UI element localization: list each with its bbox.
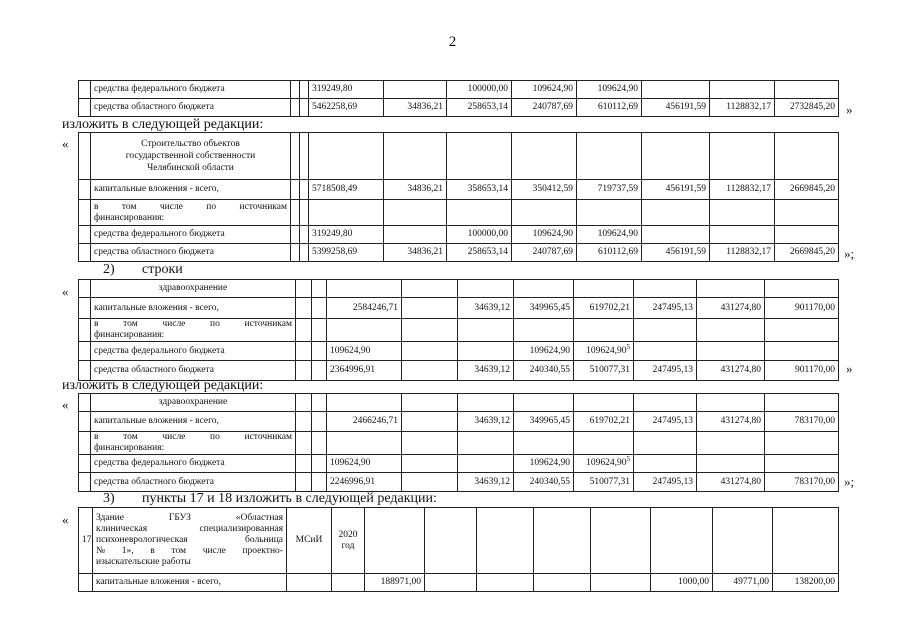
object-name: Здание ГБУЗ «Областная клиническая специализированная психоневрологическая больница № 1», в том числе проектно- изыскательские работы <box>93 508 287 574</box>
table-row: средства областного бюджета 2246996,91 34639,12 240340,55 510077,31 247495,13 431274,80 783170,00 <box>79 473 839 492</box>
open-quote-5: « <box>62 512 69 527</box>
table-row: средства федерального бюджета 109624,90 109624,90 109624,90$^5$ <box>79 342 839 361</box>
table-row: средства областного бюджета 5462258,69 34836,21 258653,14 240787,69 610112,69 456191,59 1128832,17 2732845,20 <box>79 99 839 117</box>
section-header: здравоохранение <box>91 394 296 412</box>
responsible-body: МСиИ <box>287 508 332 574</box>
table-row <box>79 280 839 298</box>
table-row <box>79 432 839 455</box>
table-block-2 <box>78 132 839 262</box>
including-label: в том числе по источникам финансирования: <box>91 200 291 226</box>
item-2-number: 2) <box>103 262 115 277</box>
table-row: капитальные вложения - всего, 2466246,71 34639,12 349965,45 619702,21 247495,13 431274,80 783170,00 <box>79 412 839 432</box>
table-row <box>79 394 839 412</box>
table-row: капитальные вложения - всего, 5718508,49 34836,21 358653,14 350412,59 719737,59 456191,59 1128832,17 2669845,20 <box>79 180 839 200</box>
item-3-text: пункты 17 и 18 изложить в следующей редакции: <box>142 491 437 506</box>
table-row: средства областного бюджета 5399258,69 34836,21 258653,14 240787,69 610112,69 456191,59 1128832,17 2669845,20 <box>79 244 839 262</box>
table-row: средства федерального бюджета 319249,80 100000,00 109624,90 109624,90 <box>79 81 839 99</box>
page-number: 2 <box>448 34 457 50</box>
close-quote-4: »; <box>844 474 855 489</box>
table-row <box>79 508 839 574</box>
table-block-5 <box>78 507 839 592</box>
table-block-4 <box>78 393 839 492</box>
table-row <box>79 200 839 226</box>
table-row: средства федерального бюджета 109624,90 109624,90 109624,90$^5$ <box>79 455 839 473</box>
open-quote-2: « <box>62 136 69 151</box>
including-label: в том числе по источникам финансирования: <box>91 319 296 342</box>
table-row: средства федерального бюджета 319249,80 100000,00 109624,90 109624,90 <box>79 226 839 244</box>
table-row <box>79 133 839 180</box>
section-header: Строительство объектов государственной собственности Челябинской области <box>91 133 291 180</box>
table-row: капитальные вложения - всего, 2584246,71 34639,12 349965,45 619702,21 247495,13 431274,80 901170,00 <box>79 298 839 319</box>
close-quote-3: » <box>846 361 853 376</box>
table-block-1 <box>78 80 839 117</box>
table-row: капитальные вложения - всего, 188971,00 1000,00 49771,00 138200,00 <box>79 574 839 592</box>
table-block-3 <box>78 279 839 381</box>
close-quote-2: »; <box>844 246 855 261</box>
section-header: здравоохранение <box>91 280 296 298</box>
table-row: средства областного бюджета 2364996,91 34639,12 240340,55 510077,31 247495,13 431274,80 901170,00 <box>79 361 839 381</box>
table-row <box>79 319 839 342</box>
heading-edit-1: изложить в следующей редакции: <box>62 117 264 132</box>
close-quote-1: » <box>846 102 853 117</box>
year: 2020 год <box>332 508 365 574</box>
open-quote-4: « <box>62 397 69 412</box>
item-2-text: строки <box>142 262 183 277</box>
open-quote-3: « <box>62 284 69 299</box>
item-number: 17. <box>79 508 93 574</box>
including-label: в том числе по источникам финансирования: <box>91 432 296 455</box>
heading-edit-2: изложить в следующей редакции: <box>62 378 264 393</box>
item-3-number: 3) <box>103 491 115 506</box>
